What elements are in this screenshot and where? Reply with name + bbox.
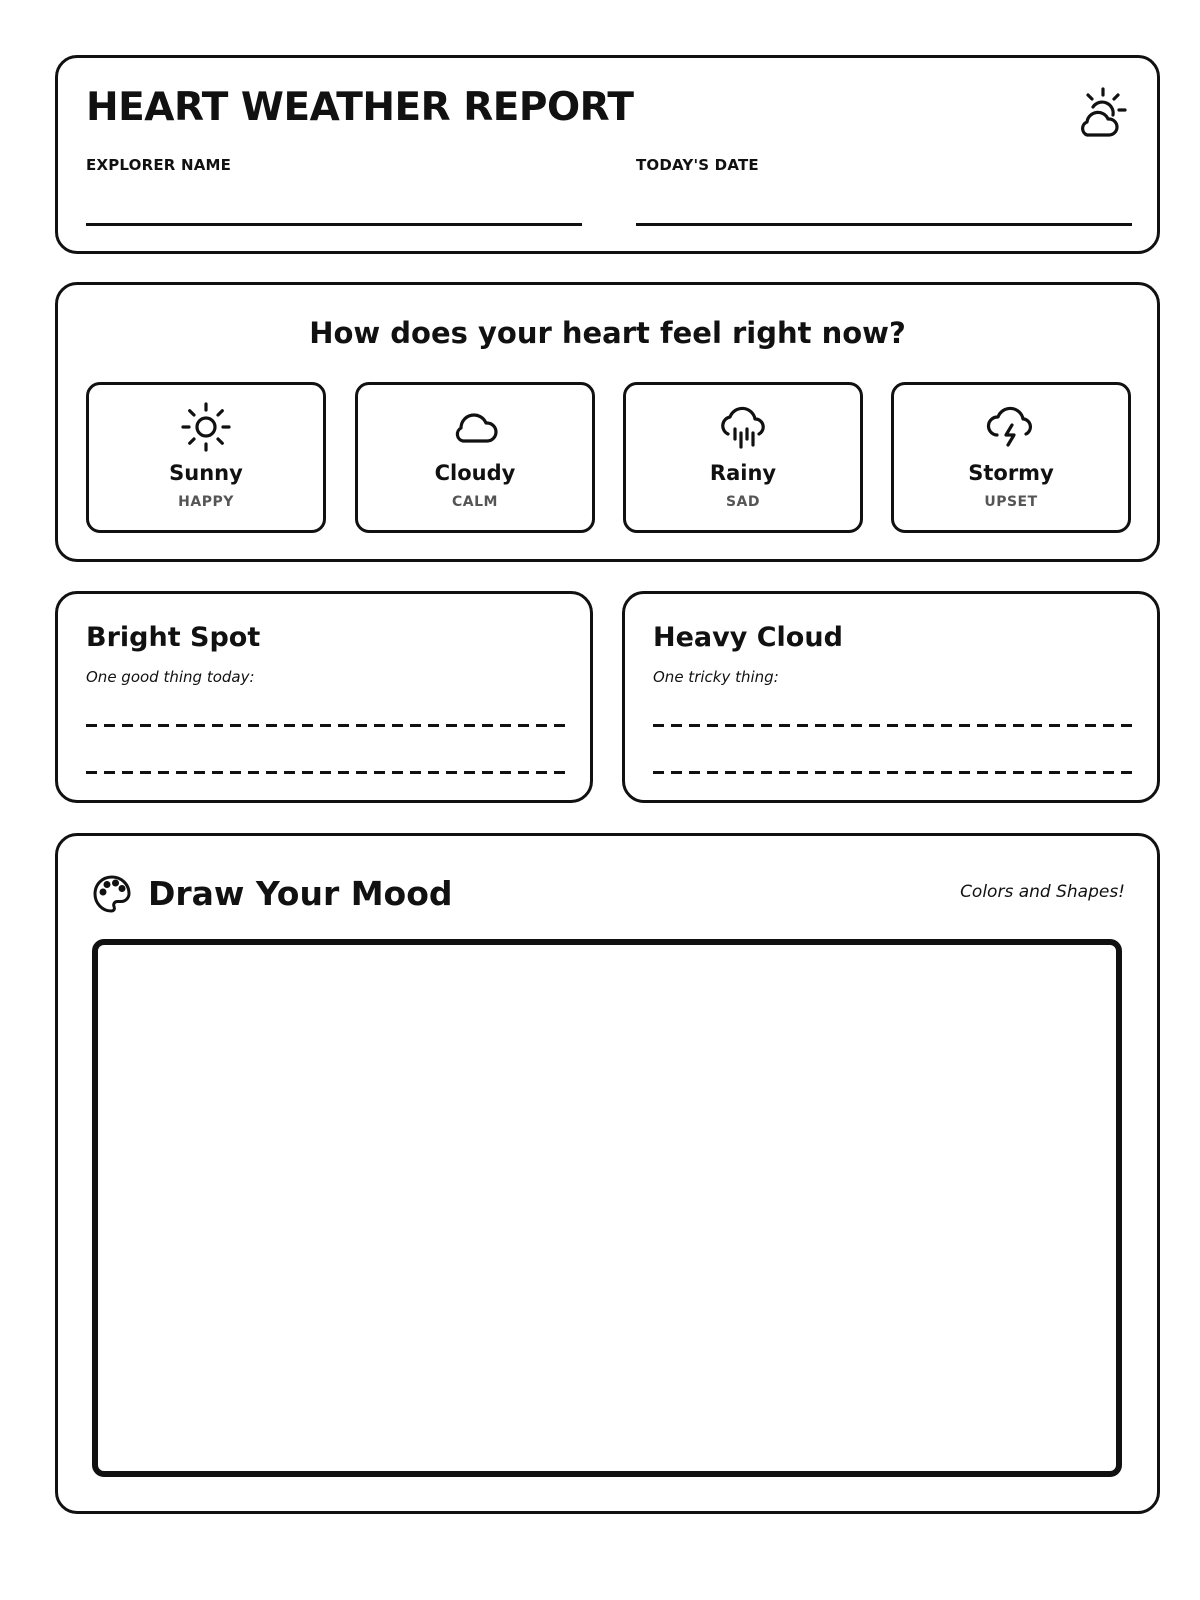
drawing-area[interactable] xyxy=(92,939,1122,1477)
option-cloudy[interactable] xyxy=(355,382,595,533)
option-feeling: SAD xyxy=(725,494,761,510)
option-stormy[interactable] xyxy=(891,382,1131,533)
heavy-cloud-prompt: One tricky thing: xyxy=(653,668,779,686)
rain-cloud-icon xyxy=(717,401,769,453)
feelings-card xyxy=(55,282,1160,562)
bright-spot-title: Bright Spot xyxy=(86,622,261,653)
bright-spot-line-2[interactable] xyxy=(86,771,566,774)
option-sunny[interactable] xyxy=(86,382,326,533)
partly-sunny-icon xyxy=(1071,85,1129,143)
option-label: Rainy xyxy=(709,461,777,485)
report-title: HEART WEATHER REPORT xyxy=(86,85,634,130)
heavy-cloud-card xyxy=(622,591,1160,803)
heavy-cloud-line-2[interactable] xyxy=(653,771,1133,774)
option-label: Cloudy xyxy=(434,461,516,485)
option-label: Stormy xyxy=(968,461,1054,485)
option-rainy[interactable] xyxy=(623,382,863,533)
header-card xyxy=(55,55,1160,254)
palette-icon xyxy=(92,874,132,914)
option-feeling: UPSET xyxy=(984,494,1038,510)
heavy-cloud-line-1[interactable] xyxy=(653,724,1133,727)
sun-icon xyxy=(180,401,232,453)
draw-mood-hint: Colors and Shapes! xyxy=(960,882,1125,902)
cloud-icon xyxy=(449,401,501,453)
explorer-name-label: EXPLORER NAME xyxy=(86,156,232,174)
bright-spot-line-1[interactable] xyxy=(86,724,566,727)
explorer-name-field[interactable] xyxy=(86,223,582,226)
bright-spot-prompt: One good thing today: xyxy=(86,668,255,686)
option-feeling: CALM xyxy=(452,494,498,510)
draw-mood-card xyxy=(55,833,1160,1514)
storm-cloud-icon xyxy=(985,401,1037,453)
draw-mood-title: Draw Your Mood xyxy=(148,874,453,913)
option-feeling: HAPPY xyxy=(178,494,234,510)
bright-spot-card xyxy=(55,591,593,803)
heavy-cloud-title: Heavy Cloud xyxy=(653,622,843,653)
feelings-question: How does your heart feel right now? xyxy=(309,316,906,350)
option-label: Sunny xyxy=(169,461,243,485)
todays-date-field[interactable] xyxy=(636,223,1132,226)
todays-date-label: TODAY'S DATE xyxy=(636,156,759,174)
